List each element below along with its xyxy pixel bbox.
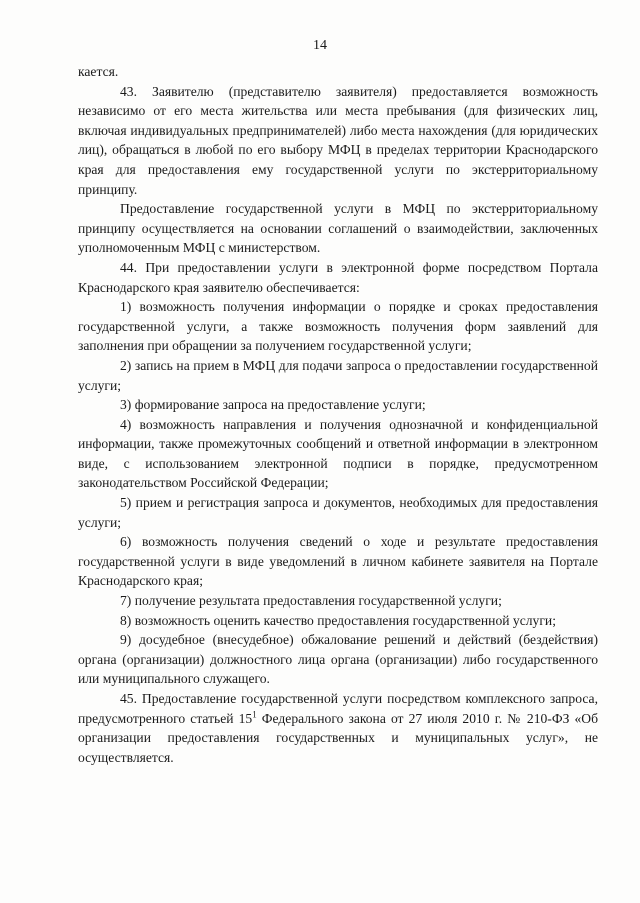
list-item: 9) досудебное (внесудебное) обжалование решений и действий (бездействия) органа (организации) должностного лица органа (организации) либо государственного или муниципального служащего. bbox=[78, 632, 598, 687]
list-item: 6) возможность получения сведений о ходе и результате предоставления государственной услуги в виде уведомлений в личном кабинете заявителя на Портале Краснодарского края; bbox=[78, 534, 598, 589]
paragraph-continuation: кается. bbox=[78, 64, 119, 79]
list-item: 7) получение результата предоставления государственной услуги; bbox=[120, 593, 502, 609]
paragraph-43-extraterritorial: Предоставление государственной услуги в МФЦ по экстерриториальному принципу осуществляется на основании соглашений о взаимодействии, заключенных уполномоченным МФЦ с министерством. bbox=[78, 201, 598, 256]
list-item: 4) возможность направления и получения однозначной и конфиденциальной информации, также промежуточных сообщений и ответной информации в электронном виде, с использованием электронной подписи в порядке, предусмотренном законодательством Российской Федерации; bbox=[78, 416, 598, 491]
list-item: 5) прием и регистрация запроса и документов, необходимых для предоставления услуги; bbox=[78, 495, 598, 530]
paragraph-43: 43. Заявителю (представителю заявителя) предоставляется возможность независимо от его места жительства или места пребывания (для физических лиц, включая индивидуальных предпринимателей) либо места нахождения (для юридических лиц), обращаться в любой по его выбору МФЦ в пределах территории Краснодарского края для предоставления ему государственной услуги по экстерриториальному принципу. bbox=[78, 83, 598, 197]
paragraph-45-text: 45. Предоставление государственной услуги посредством комплексного запроса, предусмотренного статьей 15 bbox=[78, 691, 598, 726]
paragraph-44-intro: 44. При предоставлении услуги в электронной форме посредством Портала Краснодарского края заявителю обеспечивается: bbox=[78, 259, 598, 295]
list-item: 8) возможность оценить качество предоставления государственной услуги; bbox=[120, 612, 556, 628]
list-item: 1) возможность получения информации о порядке и сроках предоставления государственной услуги, а также возможность получения форм заявлений для заполнения при обращении за получением государственной услуги; bbox=[78, 299, 598, 354]
page-number: 14 bbox=[313, 38, 327, 53]
document-body bbox=[78, 62, 598, 767]
article-superscript: 1 bbox=[252, 709, 257, 720]
list-item: 2) запись на прием в МФЦ для подачи запроса о предоставлении государственной услуги; bbox=[78, 357, 598, 393]
list-item: 3) формирование запроса на предоставление услуги; bbox=[120, 397, 426, 413]
paragraph-45 bbox=[78, 689, 598, 767]
paragraph-45-text-end: Федерального закона от 27 июля 2010 г. № 210-ФЗ «Об организации предоставления государственных и муниципальных услуг», не осуществляется. bbox=[78, 710, 598, 765]
